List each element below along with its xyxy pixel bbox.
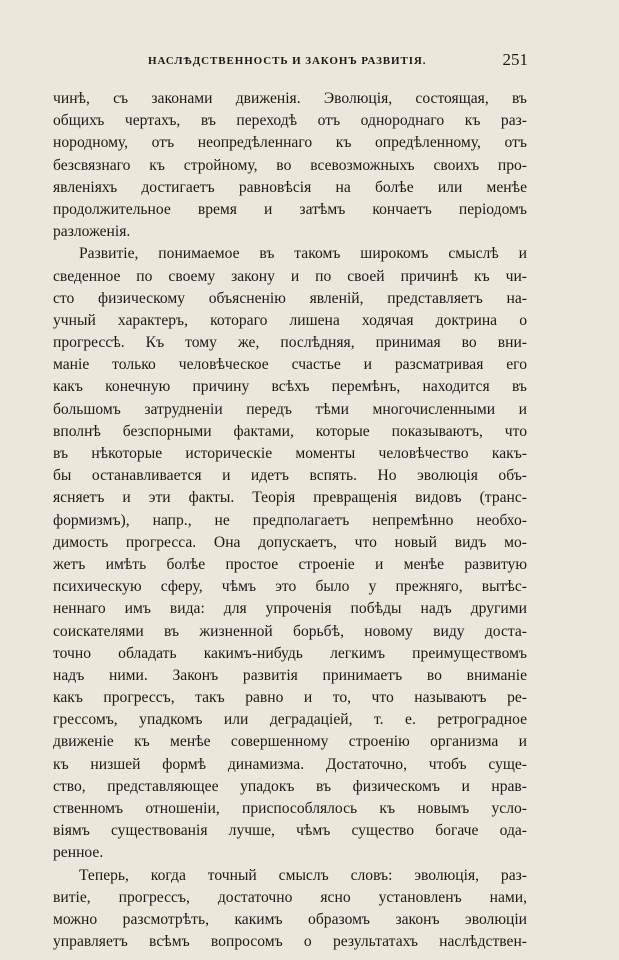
text-line: бы останавливается и идетъ вспять. Но эволюція объ- [53, 467, 527, 485]
text-line: неннаго имъ вида: для упроченія побѣды надъ другими [53, 600, 527, 618]
text-line: жетъ имѣть болѣе простое строеніе и менѣе развитую [53, 555, 527, 573]
text-line: Развитіе, понимаемое въ такомъ широкомъ смыслѣ и [79, 245, 527, 263]
text-line: димость прогресса. Она допускаетъ, что новый видъ мо- [53, 533, 527, 551]
text-line: нородному, отъ неопредѣленнаго къ опредѣленному, отъ [53, 134, 527, 152]
text-line: къ низшей формѣ динамизма. Достаточно, чтобъ суще- [53, 755, 527, 773]
text-line: какъ конечную причину всѣхъ перемѣнъ, находится въ [53, 378, 527, 396]
text-line: ственномъ отношеніи, приспособлялось къ новымъ усло- [53, 800, 527, 817]
text-line: грессомъ, упадкомъ или деградаціей, т. е. ретроградное [53, 711, 527, 729]
text-line: віямъ существованія лучше, чѣмъ существо богаче ода- [53, 822, 527, 840]
running-title: НАСЛѢДСТВЕННОСТЬ И ЗАКОНЪ РАЗВИТІЯ. [148, 55, 427, 67]
body-text [53, 88, 527, 953]
text-line: явленіяхъ достигаетъ равновѣсія на болѣе или менѣе [53, 178, 527, 196]
text-line: прогрессѣ. Къ тому же, послѣдняя, принимая во вни- [53, 334, 527, 352]
page-header [148, 50, 528, 74]
text-line: въ нѣкоторые историческіе моменты человѣчество какъ- [53, 445, 527, 462]
text-line: витіе, прогрессъ, достаточно ясно установленъ нами, [53, 888, 527, 906]
text-line: точно обладать какимъ-нибудь легкимъ преимуществомъ [53, 644, 527, 662]
text-line: сто физическому объясненію явленій, представляетъ на- [53, 289, 527, 307]
text-line: общихъ чертахъ, въ переходѣ отъ однороднаго къ раз- [53, 112, 527, 130]
text-line: соискателями въ жизненной борьбѣ, новому виду доста- [53, 622, 527, 640]
text-line: маніе только человѣческое счастье и разсматривая его [53, 356, 527, 374]
text-line: безсвязнаго къ стройному, во всевозможныхъ своихъ про- [53, 156, 527, 174]
text-line: ясняетъ и эти факты. Теорія превращенія видовъ (транс- [53, 489, 527, 507]
text-line: вполнѣ безспорными фактами, которые показываютъ, что [53, 422, 527, 440]
text-line: разложенія. [53, 223, 131, 241]
text-line: учный характеръ, котораго лишена ходячая доктрина о [53, 311, 527, 329]
text-line: формизмъ), напр., не предполагаетъ непремѣнно необхо- [53, 511, 527, 529]
text-line: управляетъ всѣмъ вопросомъ о результатахъ наслѣдствен- [53, 933, 527, 951]
page-number: 251 [502, 50, 528, 69]
text-line: сведенное по своему закону и по своей причинѣ къ чи- [53, 267, 527, 285]
text-line: ство, представляющее упадокъ въ физическомъ и нрав- [53, 777, 527, 795]
text-line: движеніе къ менѣе совершенному строенію организма и [53, 733, 527, 751]
text-line: чинѣ, съ законами движенія. Эволюція, состоящая, въ [53, 90, 527, 107]
text-line: Теперь, когда точный смыслъ словъ: эволюція, раз- [79, 866, 527, 884]
text-line: можно разсмотрѣть, какимъ образомъ законъ эволюціи [53, 910, 527, 928]
text-line: ренное. [53, 844, 104, 862]
text-line: большомъ затрудненіи передъ тѣми многочисленными и [53, 400, 527, 418]
text-line: надъ ними. Законъ развитія принимаетъ во вниманіе [53, 666, 527, 684]
text-line: психическую сферу, чѣмъ это было у прежняго, вытѣс- [53, 578, 527, 596]
text-line: продолжительное время и затѣмъ кончаетъ періодомъ [53, 200, 527, 218]
text-line: какъ прогрессъ, такъ равно и то, что называютъ ре- [53, 689, 527, 707]
